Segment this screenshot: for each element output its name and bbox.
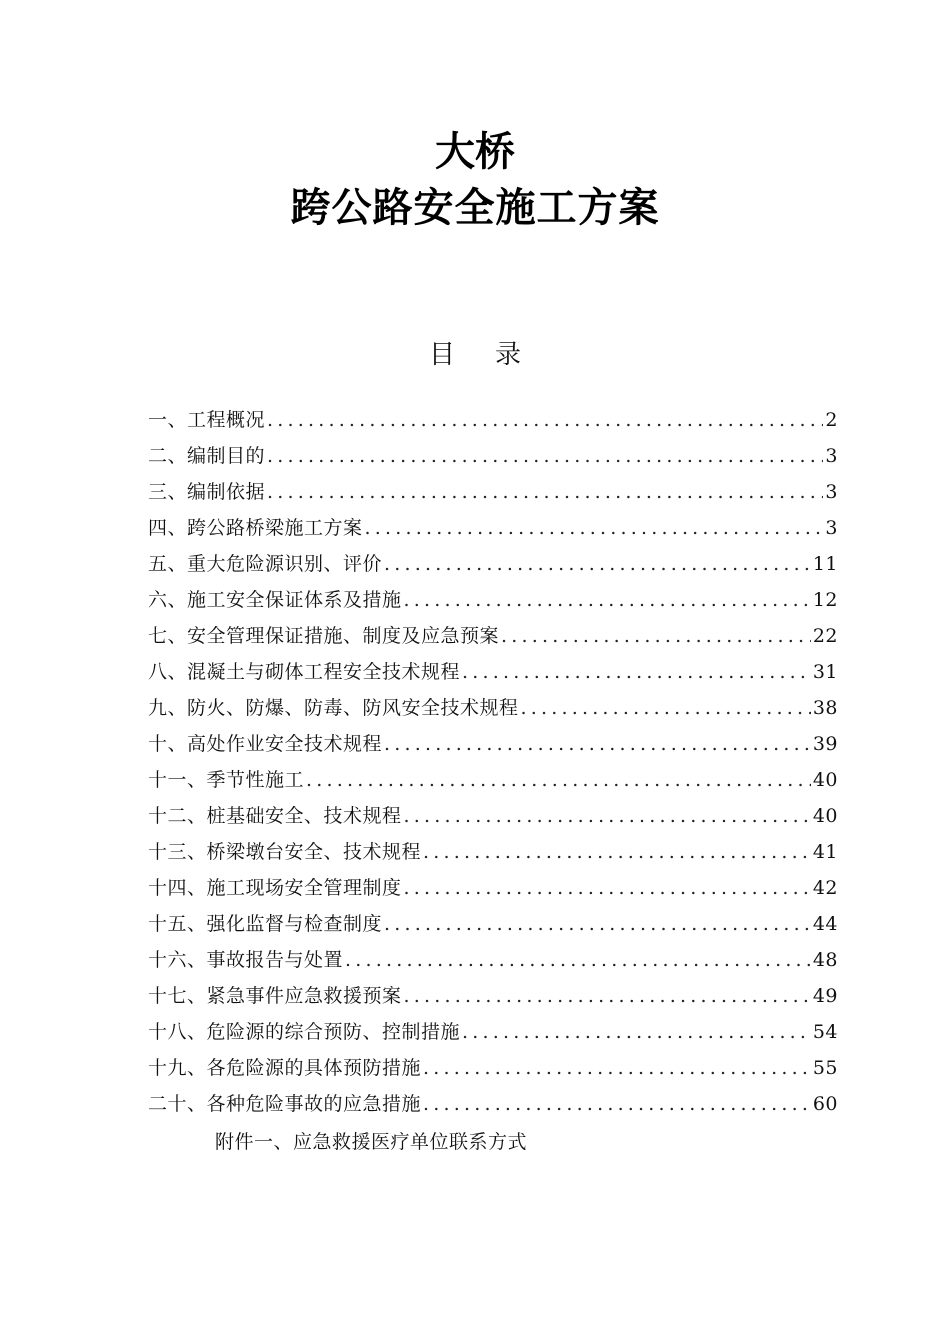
toc-dot-leader (462, 654, 811, 690)
toc-entry-label: 十九、各危险源的具体预防措施 (148, 1057, 422, 1079)
toc-entry-label: 十五、强化监督与检查制度 (148, 913, 383, 935)
toc-dot-leader (306, 762, 811, 798)
toc-entry-label: 一、工程概况 (148, 409, 266, 431)
table-of-contents (148, 402, 838, 1122)
toc-entry-page: 3 (825, 481, 838, 503)
toc-entry-label: 十六、事故报告与处置 (148, 949, 344, 971)
toc-entry-page: 3 (825, 517, 838, 539)
toc-entry[interactable] (148, 618, 838, 654)
toc-entry-page: 54 (812, 1021, 838, 1043)
toc-entry[interactable] (148, 762, 838, 798)
toc-dot-leader (365, 510, 824, 546)
toc-entry[interactable] (148, 798, 838, 834)
toc-heading: 目录 (428, 340, 561, 370)
toc-entry-label: 六、施工安全保证体系及措施 (148, 589, 402, 611)
toc-dot-leader (384, 726, 811, 762)
toc-entry[interactable] (148, 1086, 838, 1122)
toc-entry-label: 七、安全管理保证措施、制度及应急预案 (148, 625, 500, 647)
toc-entry[interactable] (148, 1014, 838, 1050)
toc-entry-page: 12 (812, 589, 838, 611)
toc-entry-label: 十二、桩基础安全、技术规程 (148, 805, 402, 827)
toc-entry-page: 2 (825, 409, 838, 431)
toc-entry-page: 41 (812, 841, 838, 863)
appendix-entry[interactable]: 附件一、应急救援医疗单位联系方式 (215, 1131, 528, 1153)
toc-entry[interactable] (148, 978, 838, 1014)
toc-dot-leader (423, 834, 811, 870)
toc-entry-label: 八、混凝土与砌体工程安全技术规程 (148, 661, 461, 683)
toc-entry-page: 60 (812, 1093, 838, 1115)
toc-dot-leader (404, 978, 811, 1014)
toc-entry[interactable] (148, 654, 838, 690)
toc-entry-page: 31 (812, 661, 838, 683)
toc-entry-page: 49 (812, 985, 838, 1007)
toc-entry-label: 十一、季节性施工 (148, 769, 305, 791)
toc-entry-page: 48 (812, 949, 838, 971)
toc-entry-label: 二十、各种危险事故的应急措施 (148, 1093, 422, 1115)
toc-entry[interactable] (148, 1050, 838, 1086)
toc-entry-label: 二、编制目的 (148, 445, 266, 467)
toc-dot-leader (267, 402, 823, 438)
toc-entry[interactable] (148, 906, 838, 942)
toc-dot-leader (423, 1086, 811, 1122)
toc-dot-leader (404, 870, 811, 906)
toc-entry-page: 3 (825, 445, 838, 467)
toc-entry-label: 十四、施工现场安全管理制度 (148, 877, 402, 899)
toc-dot-leader (384, 906, 811, 942)
toc-entry-page: 42 (812, 877, 838, 899)
toc-dot-leader (267, 474, 823, 510)
toc-entry-page: 38 (812, 697, 838, 719)
toc-dot-leader (521, 690, 811, 726)
toc-entry-label: 五、重大危险源识别、评价 (148, 553, 383, 575)
toc-entry-page: 11 (812, 553, 838, 575)
toc-entry[interactable] (148, 834, 838, 870)
document-title-line2: 跨公路安全施工方案 (290, 185, 660, 231)
toc-dot-leader (384, 546, 811, 582)
toc-dot-leader (423, 1050, 811, 1086)
toc-dot-leader (501, 618, 811, 654)
toc-dot-leader (404, 798, 811, 834)
toc-entry-label: 十三、桥梁墩台安全、技术规程 (148, 841, 422, 863)
toc-entry-page: 55 (812, 1057, 838, 1079)
toc-entry[interactable] (148, 474, 838, 510)
toc-entry-page: 22 (812, 625, 838, 647)
toc-entry-page: 39 (812, 733, 838, 755)
toc-entry[interactable] (148, 582, 838, 618)
toc-entry[interactable] (148, 690, 838, 726)
toc-entry[interactable] (148, 546, 838, 582)
toc-entry[interactable] (148, 438, 838, 474)
toc-entry-label: 九、防火、防爆、防毒、防风安全技术规程 (148, 697, 519, 719)
toc-entry-label: 十八、危险源的综合预防、控制措施 (148, 1021, 461, 1043)
toc-entry[interactable] (148, 726, 838, 762)
document-title-line1: 大桥 (435, 129, 515, 175)
toc-entry-label: 三、编制依据 (148, 481, 266, 503)
toc-entry-label: 四、跨公路桥梁施工方案 (148, 517, 363, 539)
toc-dot-leader (267, 438, 823, 474)
toc-entry-page: 44 (812, 913, 838, 935)
toc-entry[interactable] (148, 942, 838, 978)
toc-entry-label: 十、高处作业安全技术规程 (148, 733, 383, 755)
toc-dot-leader (345, 942, 811, 978)
toc-entry-page: 40 (812, 769, 838, 791)
toc-entry-page: 40 (812, 805, 838, 827)
toc-dot-leader (404, 582, 811, 618)
toc-entry-label: 十七、紧急事件应急救援预案 (148, 985, 402, 1007)
toc-entry[interactable] (148, 402, 838, 438)
toc-entry[interactable] (148, 870, 838, 906)
toc-entry[interactable] (148, 510, 838, 546)
toc-dot-leader (462, 1014, 811, 1050)
